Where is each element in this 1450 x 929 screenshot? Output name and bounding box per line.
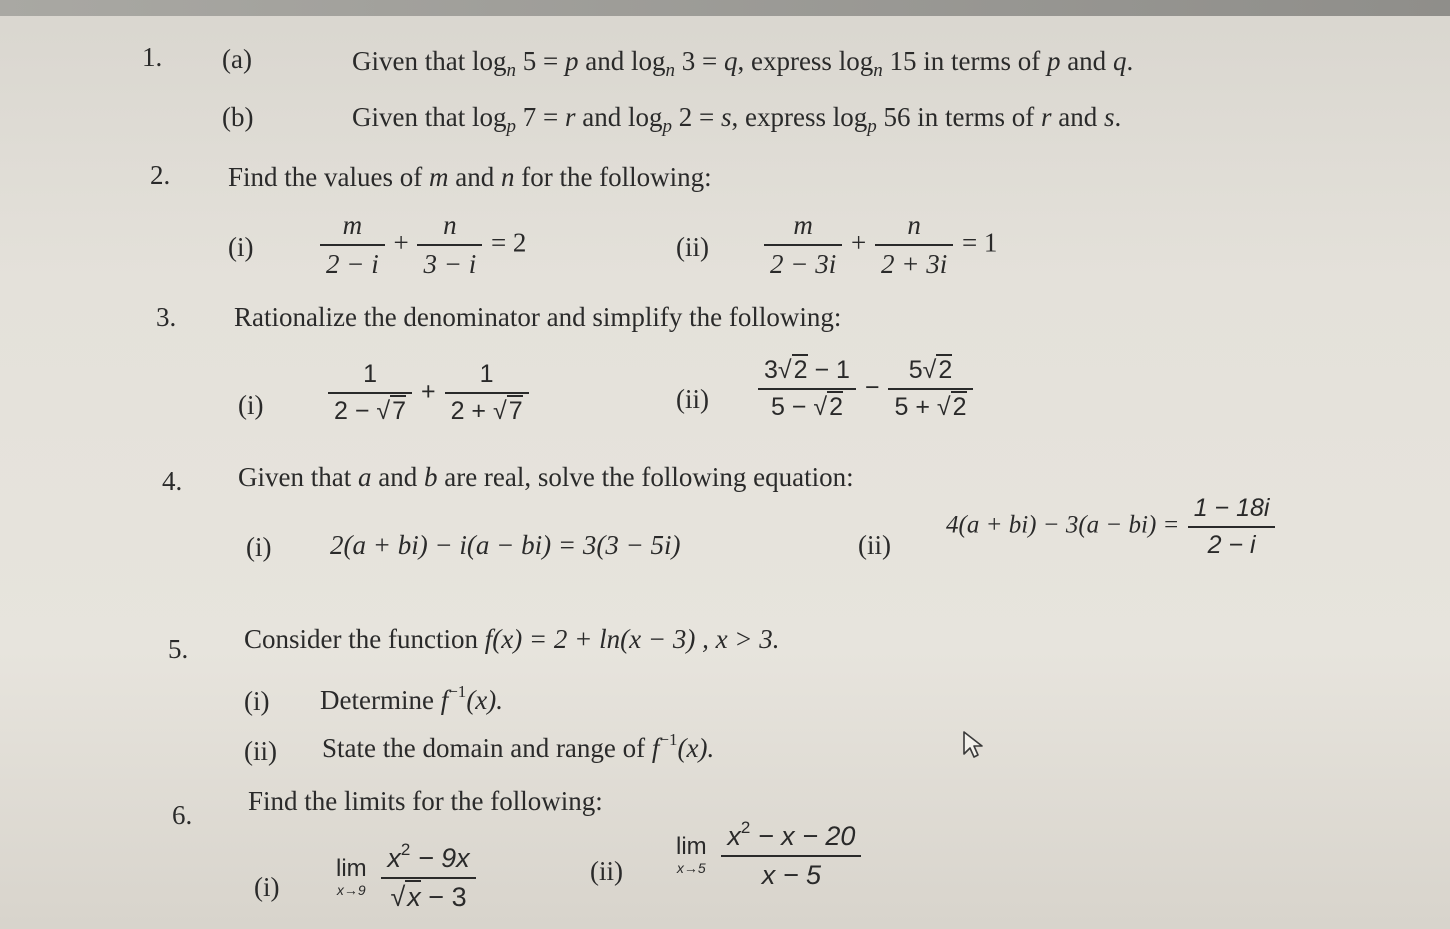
mouse-pointer-icon [962, 730, 988, 760]
q2i-label: (i) [228, 232, 254, 262]
q4ii-label: (ii) [858, 530, 891, 560]
q6i-expression [336, 840, 478, 913]
q3i-label: (i) [238, 390, 264, 420]
q1a-text: Given that $\log_n 5 = p$ and $\log_n 3 = q$, express $\log_n 15$ in terms of p and q. [352, 46, 1134, 81]
q3-text: Rationalize the denominator and simplify the following: [234, 302, 842, 332]
q3ii-label: (ii) [676, 384, 709, 414]
q5-text: Consider the function f(x) = 2 + ln(x − 3) , x > 3. [244, 624, 780, 654]
q6-text: Find the limits for the following: [248, 786, 603, 816]
fraction: $\frac{1}{2 + √7}$ [445, 360, 529, 426]
q4-number: 4. [162, 466, 183, 496]
q1b-text: Given that $\log_p 7 = r$ and $\log_p 2 = s$, express $\log_p 56$ in terms of r and s. [352, 102, 1122, 137]
q2ii-label: (ii) [676, 232, 709, 262]
limit-operator: lim x→5 [676, 832, 707, 876]
q5ii-text: State the domain and range of $f^{-1}(x)$. [322, 730, 715, 763]
q5i-label: (i) [244, 686, 270, 716]
fraction: $\frac{n}{3 - i}$ [417, 210, 482, 280]
q4-text: Given that a and b are real, solve the following equation: [238, 462, 854, 492]
q5ii-label: (ii) [244, 736, 277, 766]
fraction: $\frac{x^2 - 9x}{√x - 3}$ [381, 840, 475, 913]
fraction: $\frac{3√2 - 1}{5 - √2}$ [758, 356, 856, 422]
top-edge [0, 0, 1450, 16]
q2ii-expression: $\frac{m}{2 - 3i}$ + $\frac{n}{2 + 3i}$ = 1 [762, 210, 997, 280]
q6-number: 6. [172, 800, 193, 830]
q4i-equation: 2(a + bi) − i(a − bi) = 3(3 − 5i) [330, 530, 681, 560]
q6ii-expression [676, 818, 863, 891]
q3-number: 3. [156, 302, 177, 332]
q2i-expression: $\frac{m}{2 - i}$ + $\frac{n}{3 - i}$ = 2 [318, 210, 526, 280]
q3i-expression: $\frac{1}{2 - √7}$ + $\frac{1}{2 + √7}$ [326, 360, 531, 426]
q4i-label: (i) [246, 532, 272, 562]
fraction: $\frac{1 - 18i}{2 - i}$ [1188, 494, 1276, 560]
fraction: $\frac{m}{2 - 3i}$ [764, 210, 842, 280]
q4ii-equation: 4(a + bi) − 3(a − bi) = $\frac{1 - 18i}{2 - i}$ [946, 494, 1277, 560]
fraction: $\frac{n}{2 + 3i}$ [875, 210, 953, 280]
q6i-label: (i) [254, 872, 280, 902]
limit-operator: lim x→9 [336, 854, 367, 898]
q2-text: Find the values of m and n for the following: [228, 162, 712, 192]
q5i-text: Determine $f^{-1}(x)$. [320, 682, 504, 715]
fraction: $\frac{5√2}{5 + √2}$ [888, 356, 972, 422]
fraction: $\frac{m}{2 - i}$ [320, 210, 385, 280]
fraction: $\frac{x^2 - x - 20}{x - 5}$ [721, 818, 861, 891]
q2-number: 2. [150, 160, 171, 190]
q5-number: 5. [168, 634, 189, 664]
q6ii-label: (ii) [590, 856, 623, 886]
q1b-label: (b) [222, 102, 254, 132]
q1-number: 1. [142, 42, 163, 72]
fraction: $\frac{1}{2 - √7}$ [328, 360, 412, 426]
q1a-label: (a) [222, 44, 252, 74]
q3ii-expression: $\frac{3√2 - 1}{5 - √2}$ − $\frac{5√2}{5 + √2}$ [756, 356, 975, 422]
